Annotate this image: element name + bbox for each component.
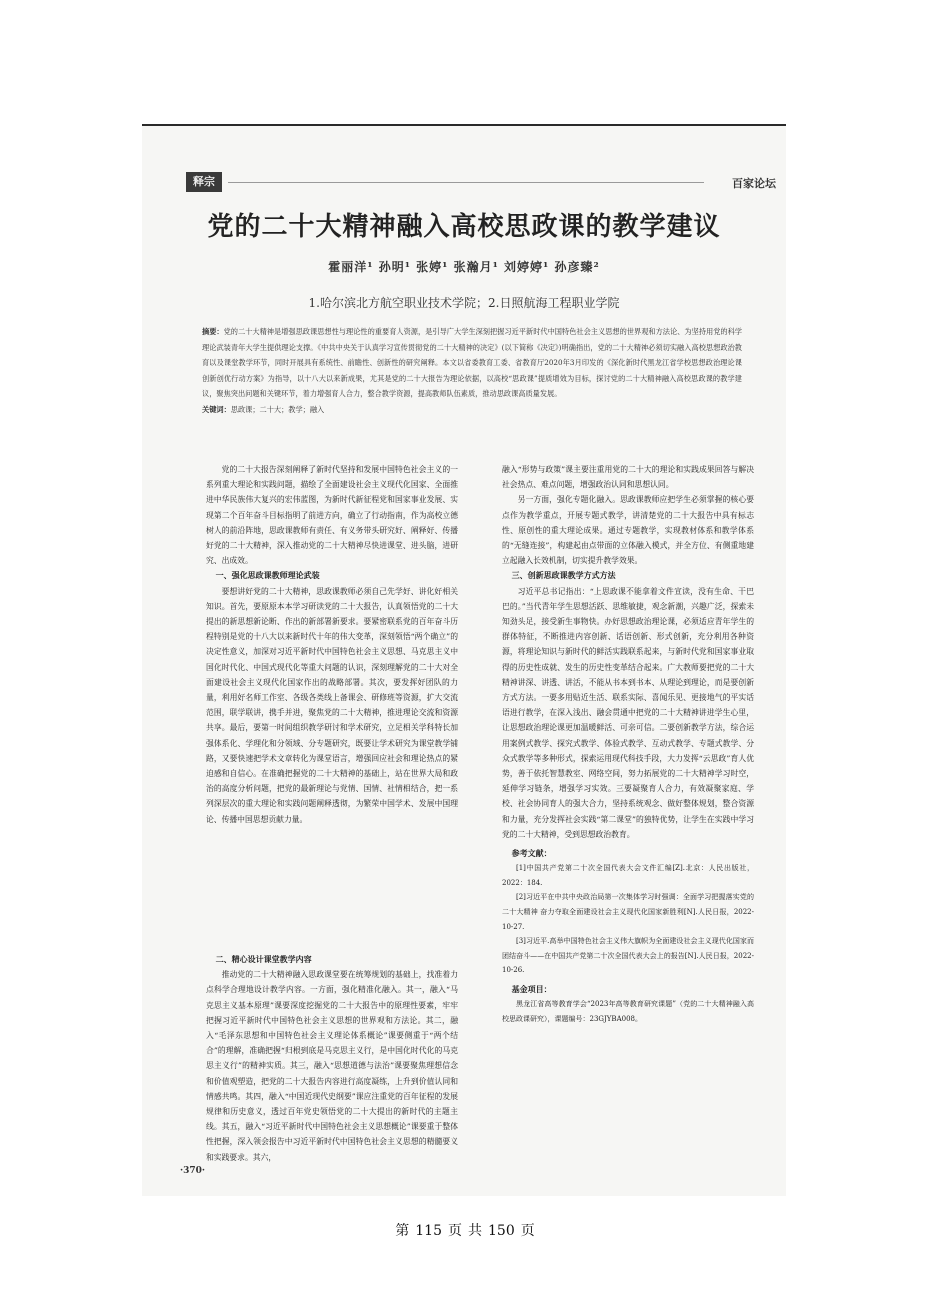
journal-page-number: ·370· [180,1166,206,1176]
fund-text: 黑龙江省高等教育学会“2023年高等教育研究课题”（党的二十大精神融入高校思政课研究），课题编号：23GJYBA008。 [502,1000,754,1023]
affiliation: 1.哈尔滨北方航空职业技术学院；2.日照航海工程职业学院 [308,296,620,310]
total-word: 共 [468,1223,482,1239]
right-column [502,462,754,1062]
left-column [206,462,458,952]
section-heading: 二、精心设计课堂教学内容 [215,955,312,964]
paragraph: 党的二十大报告深刻阐释了新时代坚持和发展中国特色社会主义的一系列重大理论和实践问题，描绘了全面建设社会主义现代化国家、全面推进中华民族伟大复兴的宏伟蓝图，为新时代新征程党和国家事业发展、实现第二个百年奋斗目标指明了前进方向，确立了行动指南，作为高校立德树人的前沿阵地，思政课教师有责任、有义务带头研究好、阐释好、传播好党的二十大精神，深入推动党的二十大精神尽快进课堂、进头脑，进研究、出成效。 [206,465,458,566]
journal-header [186,172,776,194]
reference-item: [3]习近平.高举中国特色社会主义伟大旗帜为全面建设社会主义现代化国家而团结奋斗——在中国共产党第二十次全国代表大会上的报告[N].人民日报，2022-10-26. [502,937,754,975]
fund-title: 基金项目： [511,985,552,995]
paragraph: 要想讲好党的二十大精神，思政课教师必须自己先学好、讲化好相关知识。首先，要原原本本学习研读党的二十大报告，认真领悟党的二十大提出的新思想新论断、作出的新部署新要求。要紧密联系党的百年奋斗历程特别是党的十八大以来新时代十年的伟大变革，深刻领悟“两个确立”的决定性意义，加深对习近平新时代中国特色社会主义思想、马克思主义中国化时代化、中国式现代化等重大问题的认识，深刻理解党的二十大对全面建设社会主义现代化国家作出的战略部署。其次，要发挥好团队的力量，利用好名师工作室、各级各类线上备课会、研修班等资源，扩大交流范围，联学联讲，携手并进，聚焦党的二十大精神，推进理论交流和资源共享。最后，要第一时间组织教学研讨和学术研究，立足相关学科特长加强体系化、学理化和分领域、分专题研究，既要让学术研究为课堂教学铺路，又要快速把学术文章转化为课堂语言，增强回应社会和理论热点的紧迫感和自信心。在准确把握党的二十大精神的基础上，站在世界大局和政治的高度分析问题，把党的最新理论与党情、国情、社情相结合，把一系列深层次的重大理论和实践问题阐释透彻，为繁荣中国学术、发展中国理论、传播中国思想贡献力量。 [206,586,458,824]
current-page: 115 [415,1223,442,1239]
keywords-text: 思政课；二十大；教学；融入 [230,404,325,414]
abstract-text: 党的二十大精神是增强思政课思想性与理论性的重要育人资源，是引导广大学生深刻把握习近平新时代中国特色社会主义思想的世界观和方法论、为坚持用党的科学理论武装青年大学生提供理论支撑。《中共中央关于认真学习宣传贯彻党的二十大精神的决定》(以下简称《决定》)明确指出，党的二十大精神必须切实融入高校思想政治教育以及课堂教学环节，同时开展具有系统性、前瞻性、创新性的研究阐释。本文以省委教育工委、省教育厅2020年3月印发的《深化新时代黑龙江省学校思想政治理论课创新创优行动方案》为指导，以十八大以来新成果，尤其是党的二十大报告为理论依据，以高校“思政课”提质增效为目标，探讨党的二十大精神融入高校思政课的教学建议，聚焦突出问题和关键环节，着力增强育人合力，整合教学资源，提高教师队伍素质，推动思政课高质量发展。 [202,327,742,399]
section-heading: 三、创新思政课教学方式方法 [511,571,616,581]
paragraph: 习近平总书记指出：“上思政课不能拿着文件宣读，没有生命、干巴巴的。”当代青年学生思想活跃、思维敏捷，观念新潮，兴趣广泛，探索未知劲头足，接受新生事物快。办好思想政治理论课，必须适应青年学生的群体特征，不断推进内容创新、话语创新、形式创新，充分利用各种资源，将理论知识与新时代的鲜活实践联系起来，与新时代党和国家事业取得的历史性成就、发生的历史性变革结合起来。广大教师要把党的二十大精神讲深、讲透、讲活，不能从书本到书本、从理论到理论，而是要创新方式方法。一要多用贴近生活、联系实际、喜闻乐见、更接地气的平实话语进行教学，在深入浅出、融会贯通中把党的二十大精神讲进学生心里，让思想政治理论课更加温暖鲜活、可亲可信。二要创新教学方法，综合运用案例式教学、探究式教学、体验式教学、互动式教学、专题式教学、分众式教学等多种形式，探索运用现代科技手段，大力发挥“云思政”育人优势，善于依托智慧教室、网络空间，努力拓展党的二十大精神学习时空，延伸学习链条，增强学习实效。三要凝聚育人合力，有效凝聚家庭、学校、社会协同育人的强大合力，坚持系统观念、做好整体规划，整合资源和力量，充分发挥社会实践“第二课堂”的独特优势，让学生在实践中学习党的二十大精神，受到思想政治教育。 [502,586,754,839]
scanned-page [142,124,786,1196]
abstract-label: 摘要： [202,327,224,336]
page-prefix: 第 [395,1223,410,1239]
paragraph: 另一方面，强化专题化融入。思政课教师应把学生必须掌握的核心要点作为教学重点，开展专题式教学，讲清楚党的二十大报告中具有标志性、原创性的重大理论成果。通过专题教学，实现教材体系和教学体系的“无缝连接”，构建起由点带面的立体融入模式，并全方位、有侧重地建立起融入长效机制，切实提升教学效果。 [502,495,754,566]
page-word: 页 [448,1223,462,1239]
header-rule [228,182,704,183]
keywords-label: 关键词： [202,404,231,414]
abstract [202,324,742,418]
paragraph: 推动党的二十大精神融入思政课堂要在统筹规划的基础上，找准着力点科学合理地设计教学内容。一方面，强化精准化融入。其一，融入“马克思主义基本原理”课要深度挖掘党的二十大报告中的原理性要素，牢牢把握习近平新时代中国特色社会主义思想的世界观和方法论。其二，融入“毛泽东思想和中国特色社会主义理论体系概论”课要侧重于“两个结合”的理解，准确把握“归根到底是马克思主义行，是中国化时代化的马克思主义行”的精神实质。其三，融入“思想道德与法治”课要聚焦理想信念和价值观塑造，把党的二十大报告内容进行高度凝练，上升到价值认同和情感共鸣。其四，融入“中国近现代史纲要”课应注重党的百年征程的发展规律和历史意义，透过百年党史领悟党的二十大提出的新时代的主题主线。其五，融入“习近平新时代中国特色社会主义思想概论”课要重于整体性把握，深入领会报告中习近平新时代中国特色社会主义思想的精髓要义和实践要求。其六， [206,970,458,1162]
article-title: 党的二十大精神融入高校思政课的教学建议 [207,212,721,242]
author-list: 霍丽洋¹ 孙明¹ 张婷¹ 张瀚月¹ 刘婷婷¹ 孙彦臻² [328,260,600,274]
total-pages: 150 [488,1223,515,1239]
references-title: 参考文献： [511,849,552,859]
section-tag: 释宗 [186,172,222,192]
left-column-lower [206,952,458,1162]
page-suffix: 页 [520,1223,535,1239]
paragraph: 融入“形势与政策”课主要注重用党的二十大的理论和实践成果回答与解决社会热点、难点问题，增强政治认同和思想认同。 [502,465,754,490]
section-heading: 一、强化思政课教师理论武装 [215,571,320,581]
document-page-indicator [0,1220,930,1240]
reference-item: [2]习近平在中共中央政治局第一次集体学习时强调：全面学习把握落实党的二十大精神 奋力夺取全面建设社会主义现代化国家新胜利[N].人民日报，2022-10-27. [502,893,754,931]
column-name: 百家论坛 [732,177,776,190]
reference-item: [1]中国共产党第二十次全国代表大会文件汇编[Z].北京：人民出版社，2022：184. [502,864,754,887]
